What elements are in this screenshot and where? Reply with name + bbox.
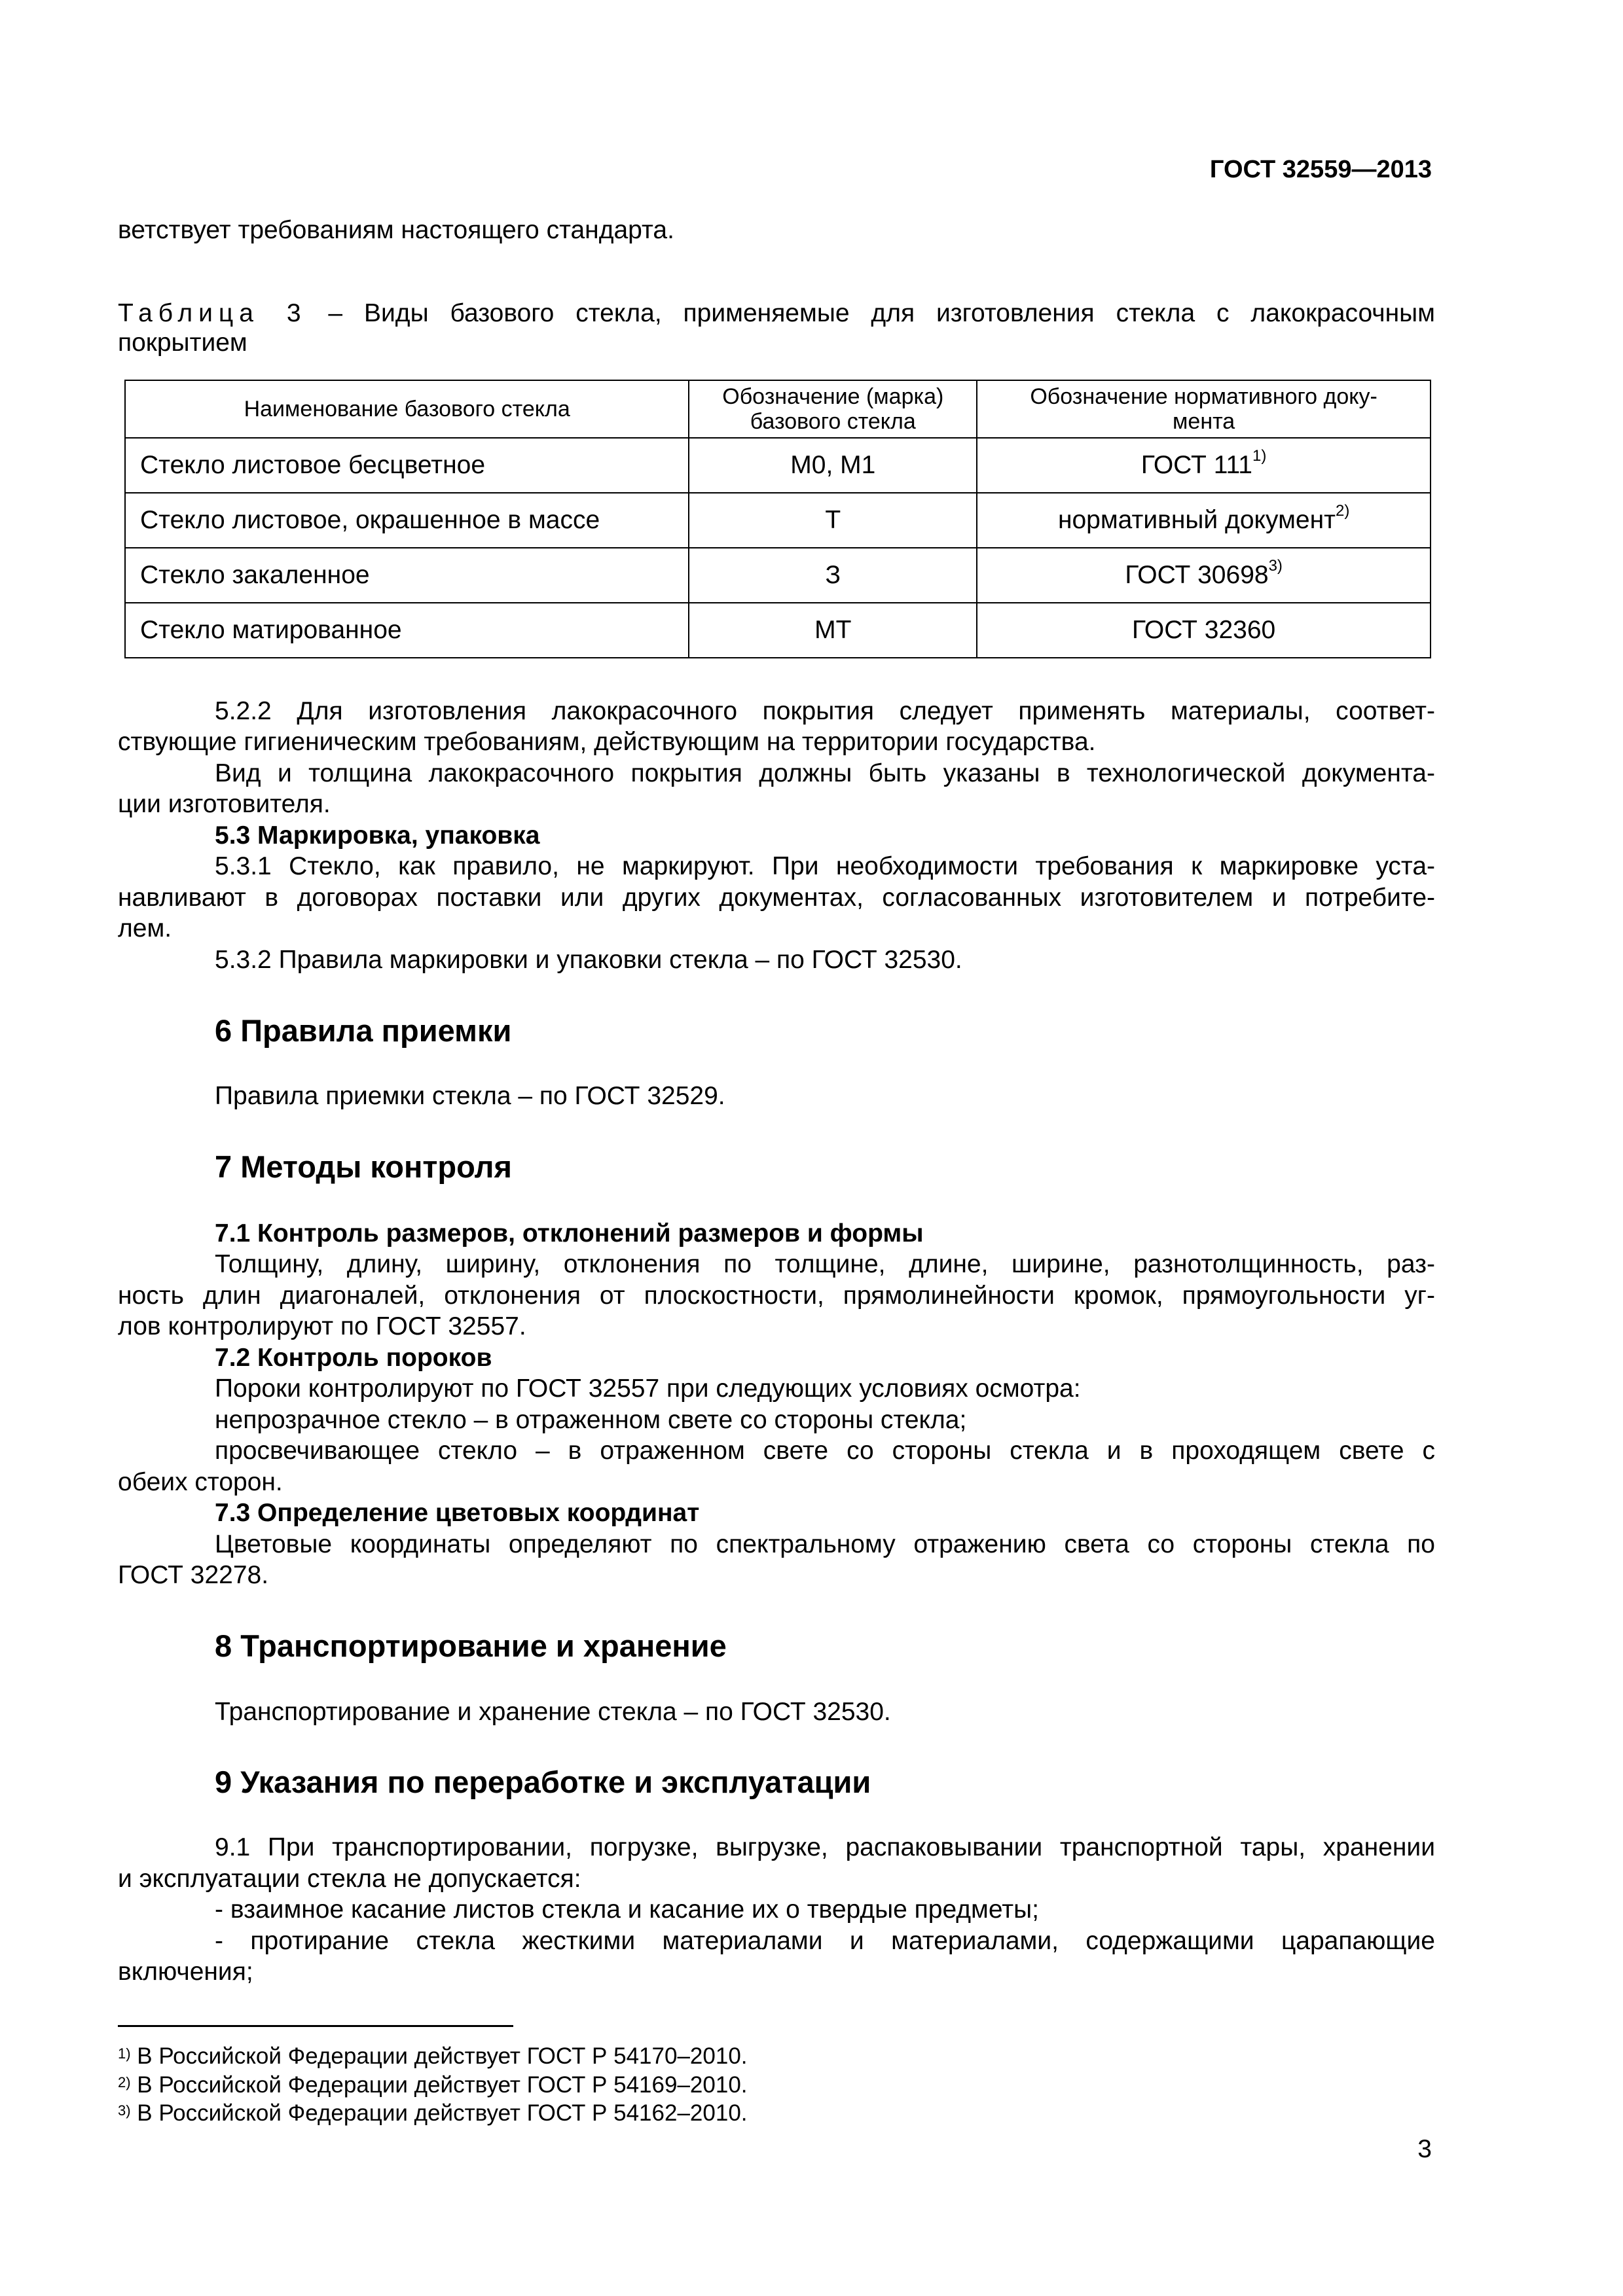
paragraph-line: Пороки контролируют по ГОСТ 32557 при следующих условиях осмотра: [215, 1374, 1081, 1403]
document-code: ГОСТ 32559—2013 [1209, 156, 1432, 183]
continuation-text: ветствует требованиям настоящего стандарта. [118, 216, 674, 244]
section-heading-9: 9 Указания по переработке и эксплуатации [215, 1765, 871, 1799]
paragraph-line: непрозрачное стекло – в отраженном свете со стороны стекла; [215, 1406, 967, 1434]
list-item: - взаимное касание листов стекла и касание их о твердые предметы; [215, 1895, 1039, 1924]
section-heading-8: 8 Транспортирование и хранение [215, 1628, 727, 1663]
section-heading-6: 6 Правила приемки [215, 1013, 512, 1048]
paragraph-line: навливают в договорах поставки или других документах, согласованных изготовителем и потребите- [118, 884, 1435, 912]
table-header-row [125, 380, 1431, 438]
cell-doc-text: нормативный документ [1057, 506, 1336, 534]
paragraph-line: Правила приемки стекла – по ГОСТ 32529. [215, 1082, 725, 1110]
page-number: 3 [1417, 2135, 1432, 2163]
subsection-heading-7-2: 7.2 Контроль пороков [215, 1344, 492, 1372]
table-row [125, 548, 1431, 603]
cell-glass-name: Стекло листовое, окрашенное в массе [125, 493, 689, 548]
footnote-text: В Российской Федерации действует ГОСТ Р 54162–2010. [130, 2100, 748, 2126]
header-normative-doc-text: Обозначение нормативного доку-мента [1030, 384, 1377, 434]
paragraph-line: лов контролируют по ГОСТ 32557. [118, 1312, 526, 1340]
table-caption-text: – Виды базового стекла, применяемые для изготовления стекла с лакокрасочным [328, 299, 1435, 327]
subsection-heading-5-3: 5.3 Маркировка, упаковка [215, 821, 540, 850]
paragraph-line: ГОСТ 32278. [118, 1561, 269, 1589]
cell-glass-mark: МТ [689, 603, 977, 658]
cell-normative-doc [977, 438, 1431, 493]
table-row [125, 438, 1431, 493]
footnote [118, 2100, 748, 2126]
footnote-mark: 1) [118, 2045, 131, 2062]
paragraph-line: 5.3.1 Стекло, как правило, не маркируют. При необходимости требования к маркировке уста- [215, 852, 1435, 880]
paragraph-line: ность длин диагоналей, отклонения от плоскостности, прямолинейности кромок, прямоугольности уг- [118, 1282, 1435, 1310]
paragraph-line: Транспортирование и хранение стекла – по ГОСТ 32530. [215, 1698, 891, 1726]
cell-normative-doc [977, 493, 1431, 548]
glass-types-table [124, 380, 1431, 658]
cell-doc-text: ГОСТ 32360 [1132, 616, 1276, 644]
subsection-heading-7-3: 7.3 Определение цветовых координат [215, 1499, 700, 1527]
cell-normative-doc [977, 548, 1431, 603]
cell-glass-name: Стекло матированное [125, 603, 689, 658]
subsection-heading-7-1: 7.1 Контроль размеров, отклонений размеров и формы [215, 1219, 924, 1247]
paragraph-line: 5.2.2 Для изготовления лакокрасочного покрытия следует применять материалы, соответ- [215, 697, 1435, 725]
footnote-ref: 2) [1335, 502, 1350, 520]
paragraph-line: и эксплуатации стекла не допускается: [118, 1865, 581, 1893]
footnote-ref: 3) [1268, 557, 1283, 575]
cell-doc-text: ГОСТ 30698 [1125, 561, 1269, 589]
paragraph-line: просвечивающее стекло – в отраженном свете со стороны стекла и в проходящем свете с [215, 1437, 1435, 1465]
table-row [125, 603, 1431, 658]
footnote-text: В Российской Федерации действует ГОСТ Р 54170–2010. [130, 2043, 748, 2069]
footnote [118, 2072, 748, 2098]
paragraph-line: включения; [118, 1958, 253, 1986]
list-item: - протирание стекла жесткими материалами и материалами, содержащими царапающие [215, 1927, 1435, 1955]
footnote-ref: 1) [1252, 447, 1267, 465]
header-glass-name: Наименование базового стекла [125, 380, 689, 438]
table-row [125, 493, 1431, 548]
table-caption [118, 298, 1435, 329]
paragraph-line: лем. [118, 914, 172, 942]
table-caption-continuation: покрытием [118, 329, 247, 357]
section-heading-7: 7 Методы контроля [215, 1149, 512, 1184]
cell-glass-mark: З [689, 548, 977, 603]
cell-glass-name: Стекло закаленное [125, 548, 689, 603]
paragraph-line: Толщину, длину, ширину, отклонения по толщине, длине, ширине, разнотолщинность, раз- [215, 1250, 1435, 1278]
header-glass-mark [689, 380, 977, 438]
cell-glass-mark: М0, М1 [689, 438, 977, 493]
paragraph-line: Вид и толщина лакокрасочного покрытия должны быть указаны в технологической документа- [215, 759, 1435, 787]
footnote-mark: 3) [118, 2102, 131, 2119]
header-normative-doc [977, 380, 1431, 438]
cell-doc-text: ГОСТ 111 [1140, 451, 1252, 479]
cell-glass-mark: Т [689, 493, 977, 548]
paragraph-line: ции изготовителя. [118, 790, 331, 818]
paragraph-line: Цветовые координаты определяют по спектральному отражению света со стороны стекла по [215, 1530, 1435, 1558]
paragraph-line: 9.1 При транспортировании, погрузке, выгрузке, распаковывании транспортной тары, хранении [215, 1833, 1435, 1861]
paragraph-line: 5.3.2 Правила маркировки и упаковки стекла – по ГОСТ 32530. [215, 946, 962, 974]
header-glass-mark-text: Обозначение (марка) базового стекла [722, 384, 944, 434]
footnote-text: В Российской Федерации действует ГОСТ Р 54169–2010. [130, 2072, 748, 2098]
footnote-separator [118, 2025, 513, 2027]
table-caption-label: Таблица 3 [118, 299, 307, 327]
paragraph-line: обеих сторон. [118, 1468, 283, 1496]
paragraph-line: ствующие гигиеническим требованиям, действующим на территории государства. [118, 728, 1096, 756]
cell-glass-name: Стекло листовое бесцветное [125, 438, 689, 493]
cell-normative-doc [977, 603, 1431, 658]
footnote-mark: 2) [118, 2074, 131, 2090]
footnote [118, 2043, 748, 2070]
